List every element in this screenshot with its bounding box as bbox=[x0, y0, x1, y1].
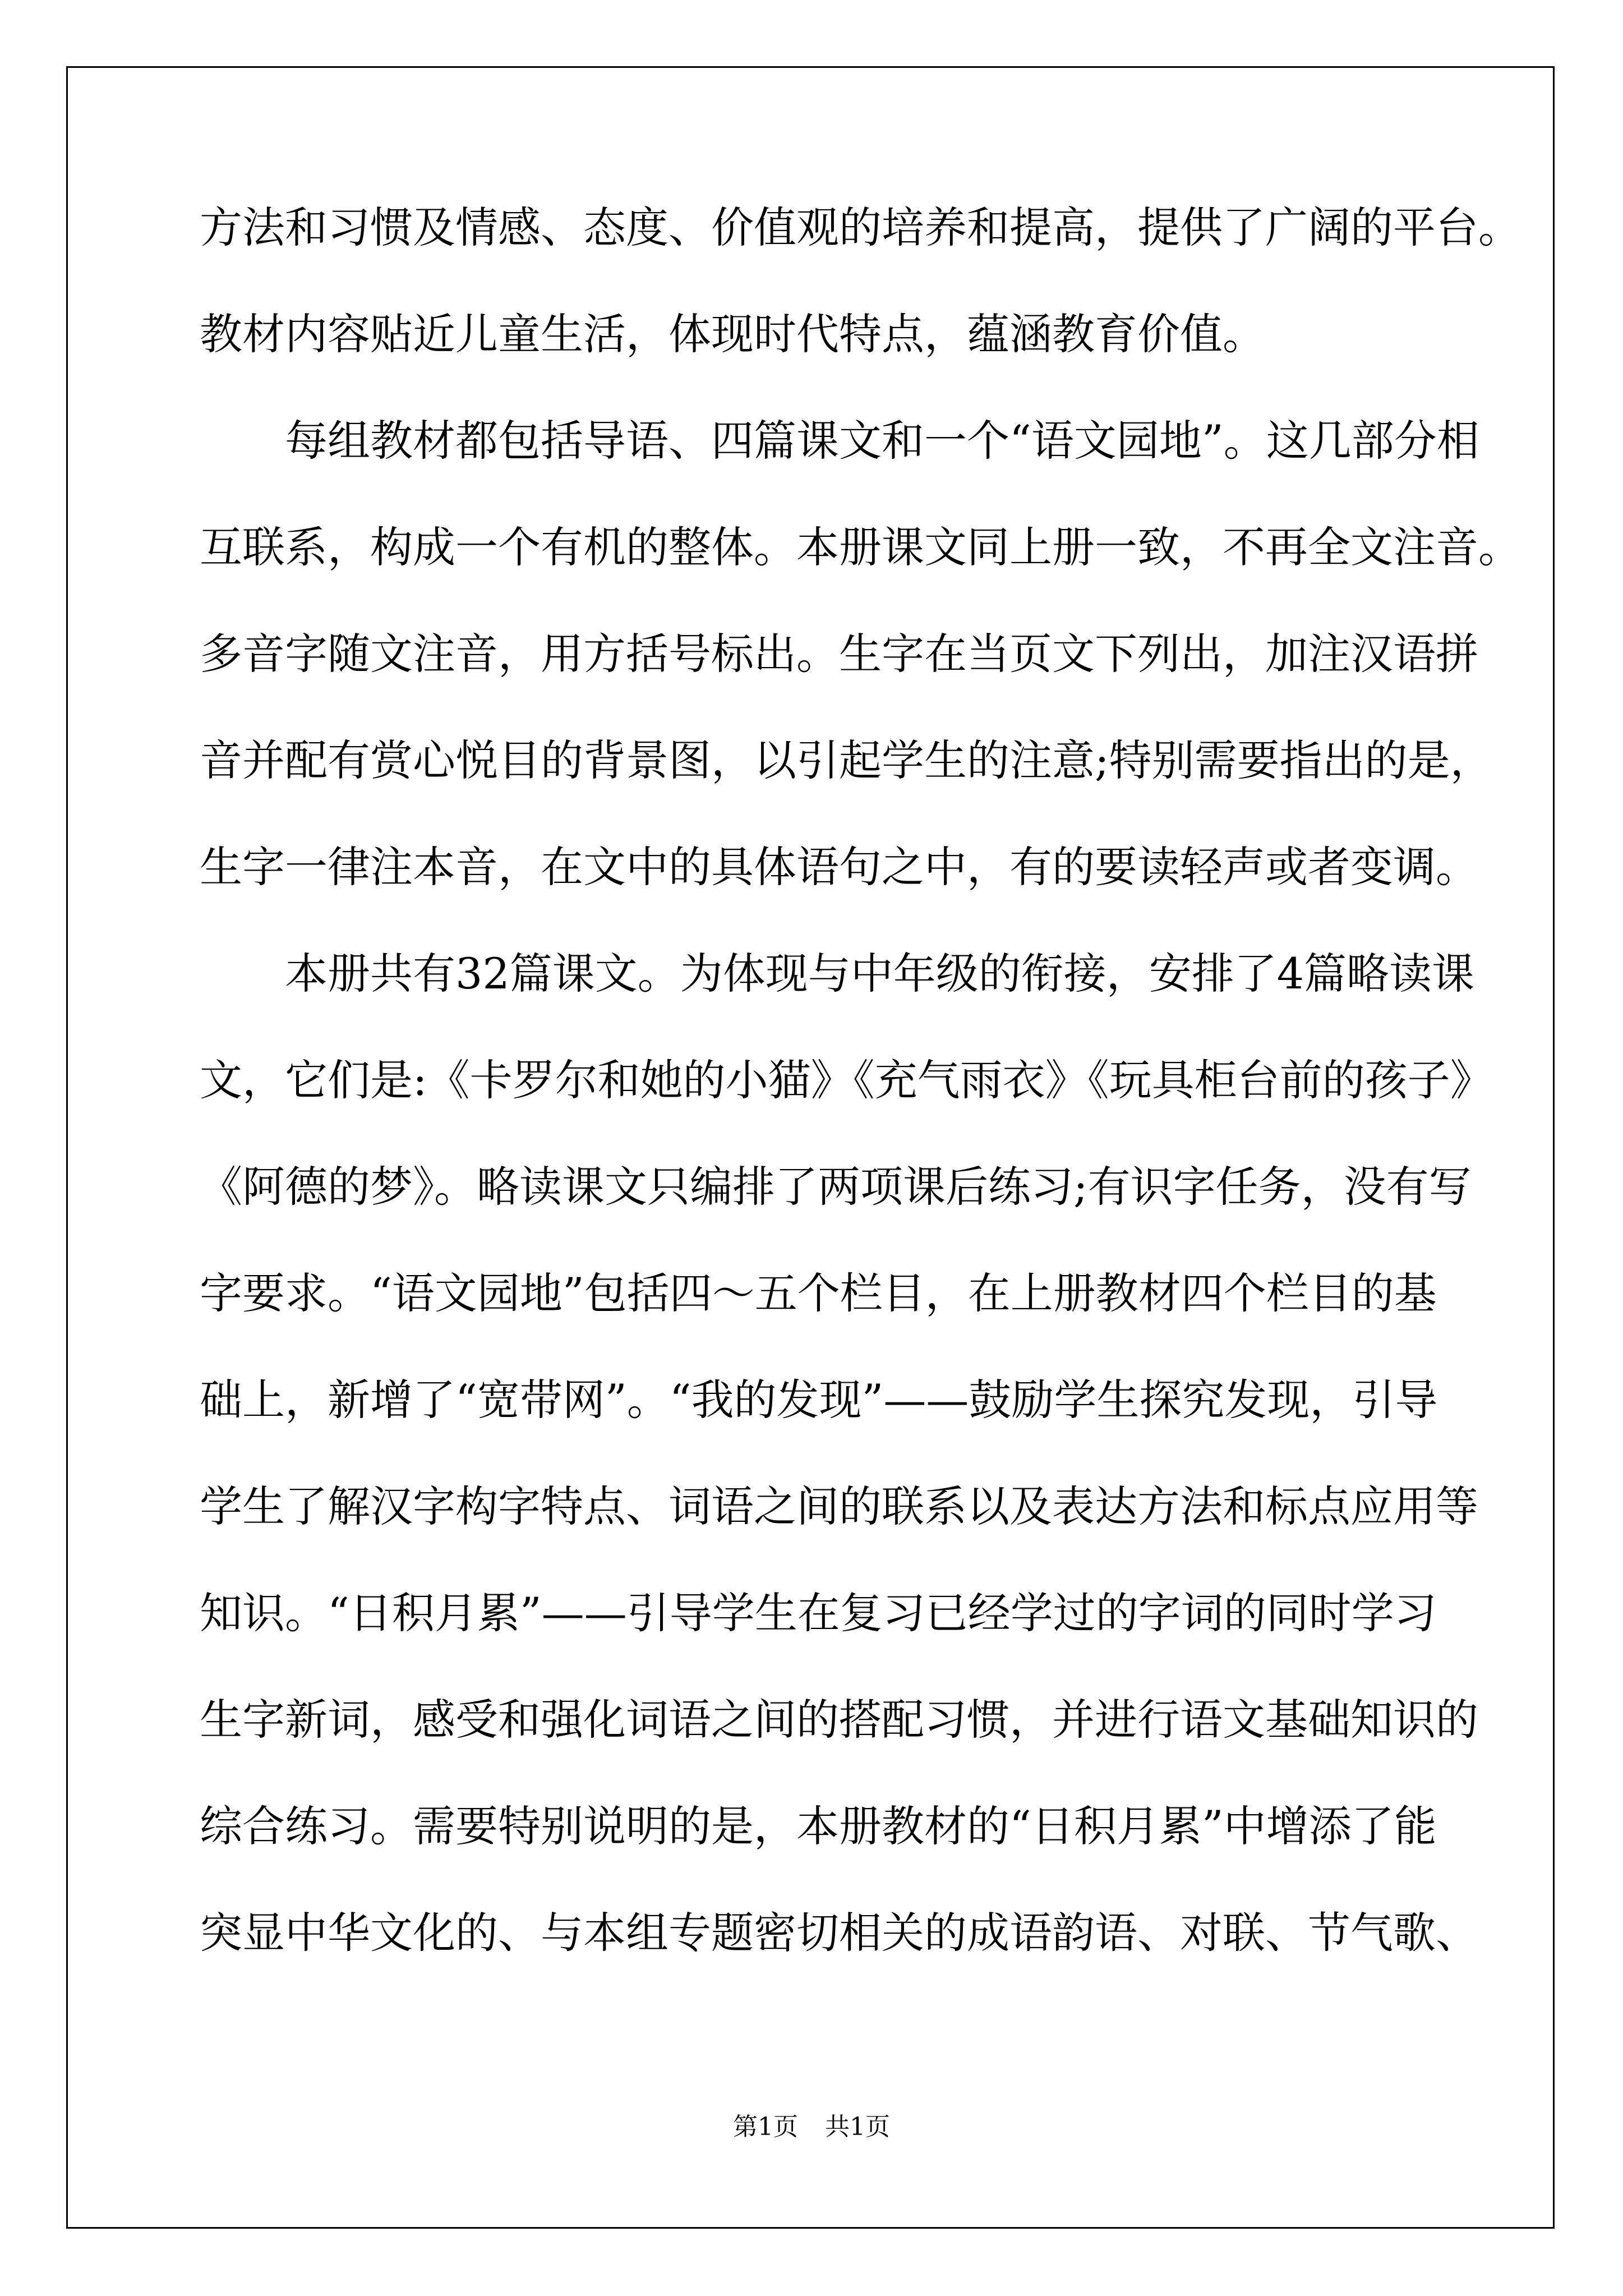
body-line: 互联系，构成一个有机的整体。本册课文同上册一致，不再全文注音。 bbox=[200, 522, 1521, 572]
body-line: 本册共有32篇课文。为体现与中年级的衔接，安排了4篇略读课 bbox=[200, 949, 1475, 999]
page-total: 共1页 bbox=[825, 2113, 890, 2141]
body-line: 学生了解汉字构字特点、词语之间的联系以及表达方法和标点应用等 bbox=[200, 1481, 1478, 1531]
body-line: 文，它们是:《卡罗尔和她的小猫》《充气雨衣》《玩具柜台前的孩子》 bbox=[200, 1055, 1493, 1105]
page-border bbox=[66, 66, 1555, 2229]
body-line: 方法和习惯及情感、态度、价值观的培养和提高，提供了广阔的平台。 bbox=[200, 203, 1521, 252]
page-number: 第1页 bbox=[733, 2113, 798, 2141]
body-line: 每组教材都包括导语、四篇课文和一个“语文园地”。这几部分相 bbox=[200, 416, 1479, 466]
body-line: 生字新词，感受和强化词语之间的搭配习惯，并进行语文基础知识的 bbox=[200, 1695, 1478, 1745]
body-line: 《阿德的梦》。略读课文只编排了两项课后练习;有识字任务，没有写 bbox=[200, 1162, 1472, 1212]
body-line: 生字一律注本音，在文中的具体语句之中，有的要读轻声或者变调。 bbox=[200, 842, 1478, 892]
body-line: 础上，新增了“宽带网”。“我的发现”——鼓励学生探究发现，引导 bbox=[200, 1375, 1438, 1425]
body-line: 突显中华文化的、与本组专题密切相关的成语韵语、对联、节气歌、 bbox=[200, 1908, 1478, 1958]
body-line: 知识。“日积月累”——引导学生在复习已经学过的字词的同时学习 bbox=[200, 1588, 1437, 1638]
body-line: 音并配有赏心悦目的背景图，以引起学生的注意;特别需要指出的是， bbox=[200, 735, 1493, 785]
body-line: 字要求。“语文园地”包括四～五个栏目，在上册教材四个栏目的基 bbox=[200, 1268, 1437, 1318]
body-line: 综合练习。需要特别说明的是，本册教材的“日积月累”中增添了能 bbox=[200, 1801, 1437, 1851]
body-line: 教材内容贴近儿童生活，体现时代特点，蕴涵教育价值。 bbox=[200, 309, 1265, 359]
page-footer bbox=[0, 2110, 1623, 2144]
body-line: 多音字随文注音，用方括号标出。生字在当页文下列出，加注汉语拼 bbox=[200, 629, 1478, 679]
